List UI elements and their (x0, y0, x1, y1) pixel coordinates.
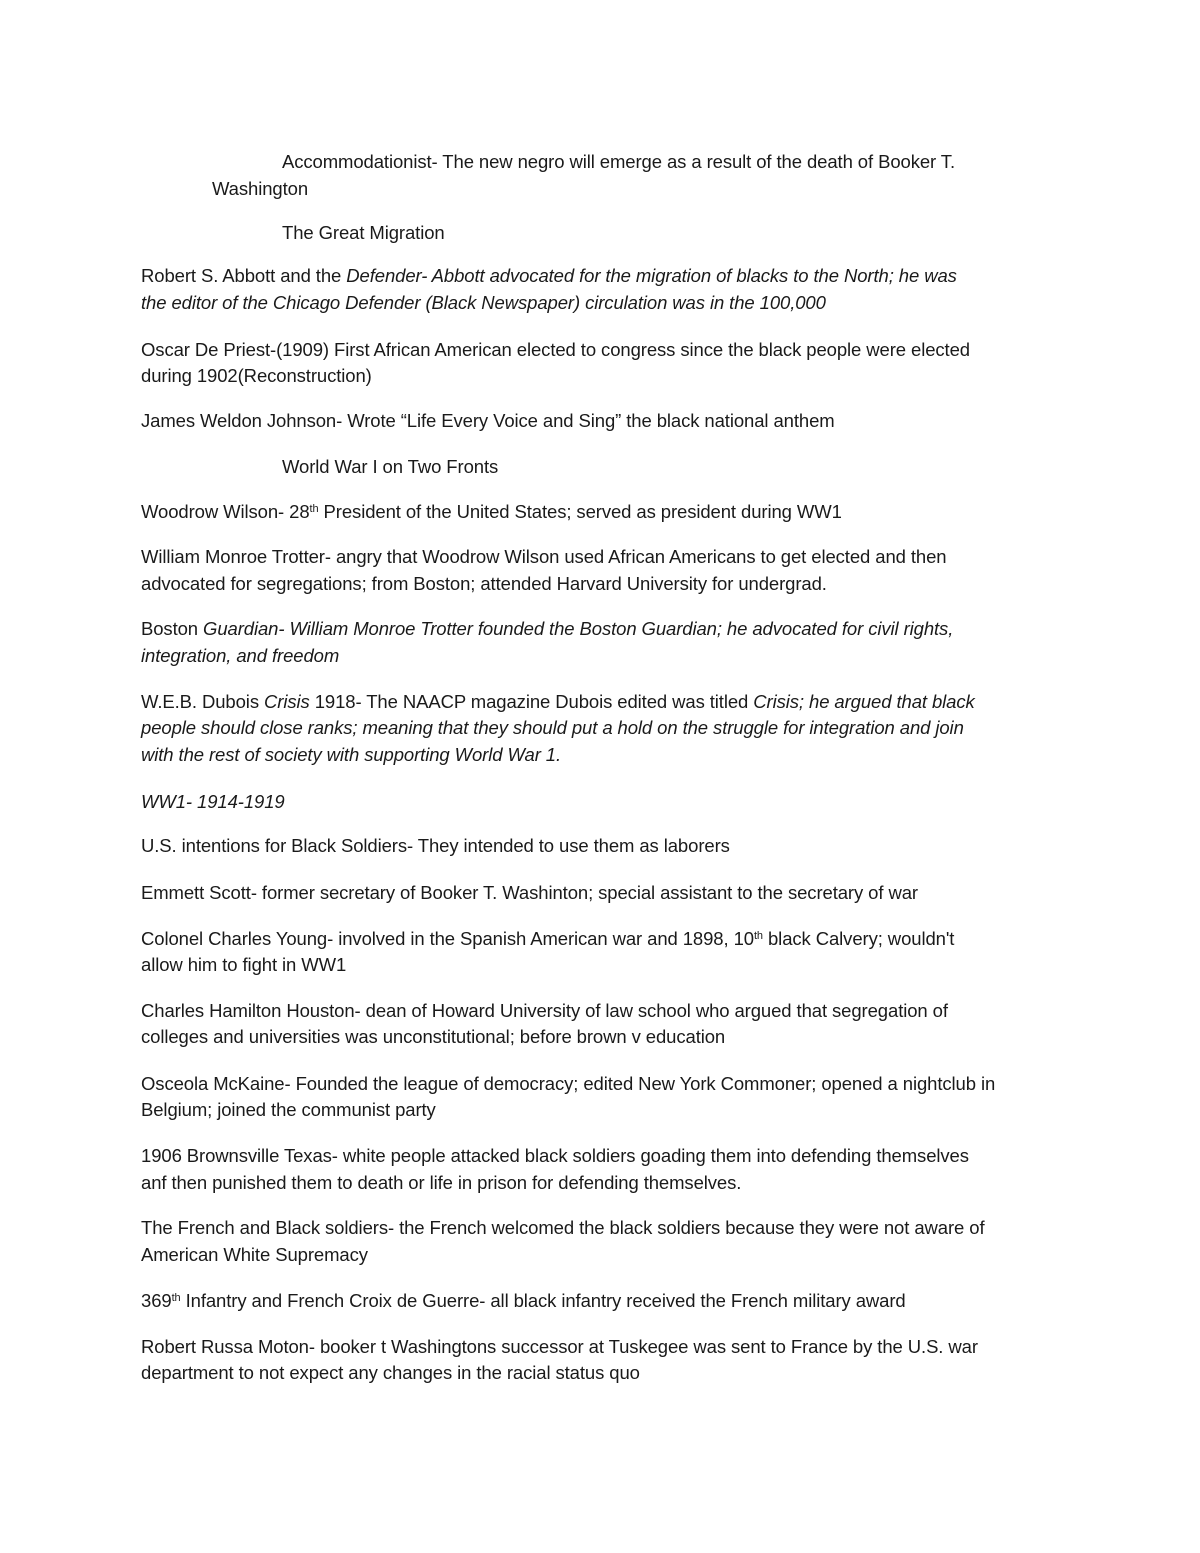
moton-line-2: department to not expect any changes in the racial status quo (141, 1362, 640, 1383)
crisis-desc-2: people should close ranks; meaning that they should put a hold on the struggle for integration and join (141, 717, 964, 738)
guardian-line-2 (141, 643, 339, 669)
abbott-line-2 (141, 290, 826, 316)
infantry-sup: th (171, 1292, 181, 1304)
crisis-line-1 (141, 689, 975, 715)
wilson-line (141, 499, 842, 525)
infantry-num: 369 (141, 1290, 172, 1311)
depriest-line-1: Oscar De Priest-(1909) First African American elected to congress since the black people were elected (141, 339, 970, 360)
wilson-text-b: President of the United States; served as president during WW1 (318, 501, 842, 522)
guardian-line-1 (141, 616, 953, 642)
french-line-1: The French and Black soldiers- the French welcomed the black soldiers because they were not aware of (141, 1217, 985, 1238)
intro-line-2: Washington (212, 178, 309, 199)
young-line-1 (141, 926, 954, 952)
heading-great-migration: The Great Migration (282, 222, 445, 243)
infantry-text: Infantry and French Croix de Guerre- all black infantry received the French military award (180, 1290, 906, 1311)
brownsville-line-2: anf then punished them to death or life in prison for defending themselves. (141, 1172, 742, 1193)
crisis-title: Crisis (264, 691, 310, 712)
guardian-desc-2: integration, and freedom (141, 645, 340, 666)
young-text-b: black Calvery; wouldn't (762, 928, 955, 949)
young-text-a: Colonel Charles Young- involved in the Spanish American war and 1898, 10 (141, 928, 754, 949)
heading-ww1-two-fronts: World War I on Two Fronts (282, 456, 499, 477)
trotter-line-2: advocated for segregations; from Boston; attended Harvard University for undergrad. (141, 573, 827, 594)
mckaine-line-1: Osceola McKaine- Founded the league of democracy; edited New York Commoner; opened a nightclub in (141, 1073, 996, 1094)
crisis-name: W.E.B. Dubois (141, 691, 265, 712)
guardian-name: Boston (141, 618, 204, 639)
intentions-line: U.S. intentions for Black Soldiers- They intended to use them as laborers (141, 835, 730, 856)
crisis-line-3 (141, 742, 561, 768)
young-sup: th (753, 930, 763, 942)
crisis-line-2 (141, 715, 964, 741)
johnson-line: James Weldon Johnson- Wrote “Life Every Voice and Sing” the black national anthem (141, 410, 835, 431)
crisis-text: 1918- The NAACP magazine Dubois edited was titled (309, 691, 754, 712)
brownsville-line-1: 1906 Brownsville Texas- white people attacked black soldiers goading them into defending themselves (141, 1145, 969, 1166)
guardian-desc: Guardian- William Monroe Trotter founded the Boston Guardian; he advocated for civil rights, (203, 618, 954, 639)
depriest-line-2: during 1902(Reconstruction) (141, 365, 372, 386)
young-line-2: allow him to fight in WW1 (141, 954, 347, 975)
houston-line-2: colleges and universities was unconstitutional; before brown v education (141, 1026, 726, 1047)
abbott-desc-2: the editor of the Chicago Defender (Black Newspaper) circulation was in the 100,000 (141, 292, 826, 313)
ww1-dates: WW1- 1914-1919 (141, 791, 285, 812)
ww1-dates-line (141, 789, 285, 815)
wilson-sup: th (309, 503, 319, 515)
scott-line: Emmett Scott- former secretary of Booker T. Washinton; special assistant to the secretary of war (141, 882, 918, 903)
abbott-desc: Defender- Abbott advocated for the migration of blacks to the North; he was (346, 265, 957, 286)
crisis-desc: Crisis; he argued that black (753, 691, 975, 712)
abbott-name: Robert S. Abbott and the (141, 265, 347, 286)
wilson-text-a: Woodrow Wilson- 28 (141, 501, 310, 522)
french-line-2: American White Supremacy (141, 1244, 368, 1265)
trotter-line-1: William Monroe Trotter- angry that Woodrow Wilson used African Americans to get elected and then (141, 546, 947, 567)
abbott-line-1 (141, 263, 957, 289)
moton-line-1: Robert Russa Moton- booker t Washingtons successor at Tuskegee was sent to France by the U.S. war (141, 1336, 978, 1357)
houston-line-1: Charles Hamilton Houston- dean of Howard University of law school who argued that segregation of (141, 1000, 948, 1021)
crisis-desc-3: with the rest of society with supporting World War 1. (141, 744, 562, 765)
mckaine-line-2: Belgium; joined the communist party (141, 1099, 436, 1120)
infantry-line (141, 1288, 906, 1314)
intro-line-1: Accommodationist- The new negro will emerge as a result of the death of Booker T. (282, 151, 955, 172)
